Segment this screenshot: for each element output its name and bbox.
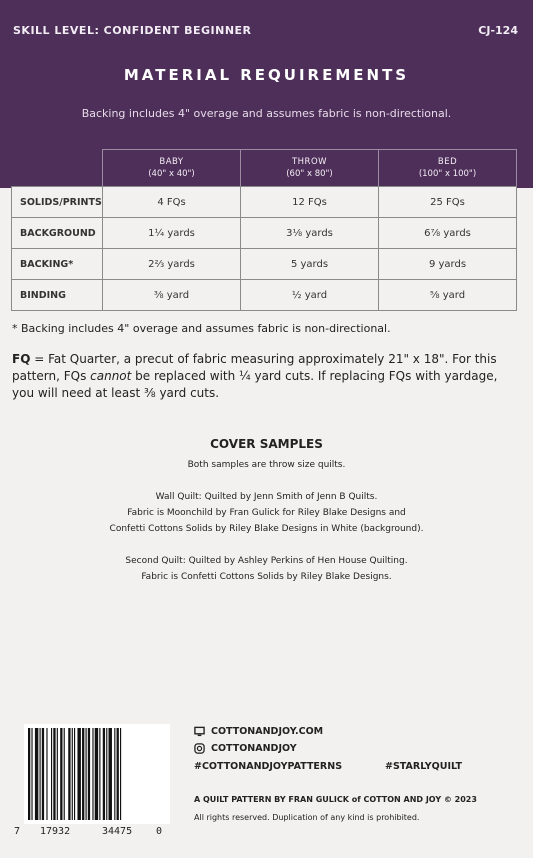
backing-footnote: * Backing includes 4" overage and assumes fabric is non-directional. — [12, 322, 391, 335]
column-name: BABY — [159, 157, 184, 167]
column-name: BED — [437, 157, 458, 167]
barcode-digit-right: 0 — [156, 826, 163, 837]
instagram-icon — [194, 743, 205, 754]
column-header — [240, 149, 379, 187]
row-label: BACKING* — [11, 248, 103, 280]
table-row — [12, 187, 518, 218]
credit-line — [194, 795, 477, 804]
table-cell: 25 FQs — [378, 186, 517, 218]
cover-samples-title: COVER SAMPLES — [210, 437, 323, 451]
table-row — [12, 218, 518, 249]
hashtag-quilt: #STARLYQUILT — [385, 761, 462, 772]
fq-emphasis: cannot — [90, 369, 132, 383]
table-cell: 1¼ yards — [102, 217, 241, 249]
hashtag-1 — [194, 761, 342, 772]
barcode-digits-2: 34475 — [102, 826, 133, 837]
wall-fabric-line: Fabric is Moonchild by Fran Gulick for Riley Blake Designs and — [127, 508, 406, 518]
table-header-row — [12, 150, 518, 187]
table-cell: 6⅞ yards — [378, 217, 517, 249]
row-label: BACKGROUND — [11, 217, 103, 249]
column-size: (100" x 100") — [418, 169, 477, 179]
instagram-line — [194, 743, 297, 754]
fq-text-1: = Fat Quarter, a precut of fabric measuring approximately 21" x 18". For this pattern, FQs — [12, 352, 497, 383]
cover-samples-subtitle: Both samples are throw size quilts. — [187, 460, 346, 470]
table-cell: 4 FQs — [102, 186, 241, 218]
wall-quilt-line: Wall Quilt: Quilted by Jenn Smith of Jenn B Quilts. — [155, 492, 378, 502]
fq-definition — [12, 351, 517, 402]
credit-text: A QUILT PATTERN BY FRAN GULICK of COTTON AND JOY © 2023 — [194, 795, 477, 804]
header-note: Backing includes 4" overage and assumes fabric is non-directional. — [81, 107, 452, 120]
fq-text-2: be replaced with ¼ yard cuts. If replacing FQs with yardage, you will need at least ⅜ yard cuts. — [12, 369, 498, 400]
wall-fabric-line-2: Confetti Cottons Solids by Riley Blake Designs in White (background). — [109, 524, 424, 534]
column-header — [378, 149, 517, 187]
table-row — [12, 249, 518, 280]
skill-level: SKILL LEVEL: CONFIDENT BEGINNER — [13, 24, 252, 37]
fq-term: FQ — [12, 352, 31, 366]
page-title: MATERIAL REQUIREMENTS — [123, 66, 410, 84]
rights-line — [194, 813, 419, 822]
barcode-digits-1: 17932 — [40, 826, 71, 837]
instagram-handle[interactable]: COTTONANDJOY — [211, 743, 297, 754]
website-link[interactable]: COTTONANDJOY.COM — [211, 726, 324, 737]
website-line — [194, 726, 323, 737]
column-name: THROW — [291, 157, 328, 167]
second-fabric-line: Fabric is Confetti Cottons Solids by Riley Blake Designs. — [141, 572, 392, 582]
pattern-code: CJ-124 — [478, 24, 518, 37]
column-size: (60" x 80") — [286, 169, 333, 179]
column-header — [102, 149, 241, 187]
computer-icon — [194, 726, 205, 737]
table-corner — [11, 149, 103, 187]
table-cell: ½ yard — [240, 279, 379, 311]
table-cell: ⅜ yard — [102, 279, 241, 311]
table-cell: 3⅛ yards — [240, 217, 379, 249]
rights-text: All rights reserved. Duplication of any kind is prohibited. — [194, 813, 420, 822]
table-cell: 5 yards — [240, 248, 379, 280]
second-quilt-line: Second Quilt: Quilted by Ashley Perkins of Hen House Quilting. — [125, 556, 408, 566]
table-cell: 9 yards — [378, 248, 517, 280]
table-cell: 12 FQs — [240, 186, 379, 218]
table-cell: 2⅔ yards — [102, 248, 241, 280]
hashtag-patterns: #COTTONANDJOYPATTERNS — [194, 761, 343, 772]
hashtag-2 — [385, 761, 462, 772]
requirements-table — [12, 150, 518, 311]
upc-barcode — [24, 724, 170, 824]
row-label: BINDING — [11, 279, 103, 311]
table-row — [12, 280, 518, 311]
table-cell: ⅝ yard — [378, 279, 517, 311]
barcode-digit-left: 7 — [14, 826, 21, 837]
row-label: SOLIDS/PRINTS — [11, 186, 103, 218]
column-size: (40" x 40") — [148, 169, 195, 179]
